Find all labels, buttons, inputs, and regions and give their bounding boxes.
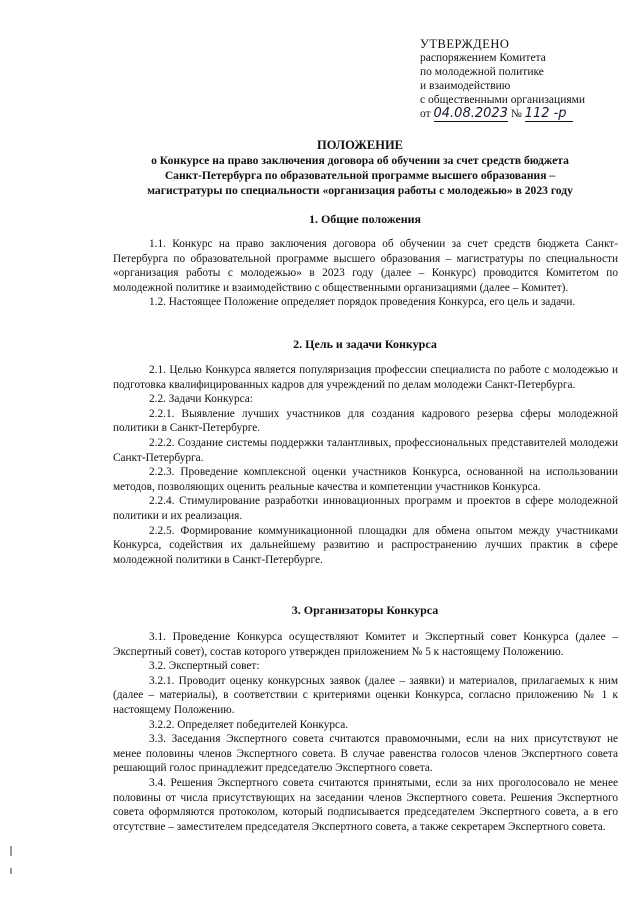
from-label: от [420,108,431,120]
number-label: № [510,108,522,120]
paragraph: 2.2.5. Формирование коммуникационной площадки для обмена опытом между участниками Конкурса, содействия их дальнейшему развитию и распространению лучших практик в сфере молодежной политики в Санкт-Петербурге. [113,524,618,566]
paragraph: 2.2.1. Выявление лучших участников для создания кадрового резерва сферы молодежной политики в Санкт-Петербурге. [113,407,618,435]
section-body [113,237,618,310]
paragraph: 2.1. Целью Конкурса является популяризация профессии специалиста по работе с молодежью и подготовка квалифицированных кадров для учреждений по делам молодежи Санкт-Петербурга. [113,364,618,391]
paragraph: 3.2.1. Проводит оценку конкурсных заявок (далее – заявки) и материалов, прилагаемых к ним (далее – материалы), в соответствии с критериями оценки Конкурса, согласно приложению № 1 к настоящему Положению. [113,674,618,716]
scan-margin-mark [10,846,12,856]
section-body [113,363,618,567]
paragraph: 2.2. Задачи Конкурса: [149,393,253,406]
approval-heading: УТВЕРЖДЕНО [420,37,510,51]
paragraph: 3.2.2. Определяет победителей Конкурса. [149,718,349,731]
approval-date-line [420,107,635,122]
section-heading: 1. Общие положения [308,212,422,226]
scan-margin-mark [10,868,12,874]
paragraph: 3.3. Заседания Экспертного совета считаются правомочными, если на них присутствуют не менее половины членов Экспертного совета. В случае равенства голосов членов Экспертного совета решающий голос принадлежит председателю Экспертного совета. [113,733,618,775]
paragraph: 2.2.3. Проведение комплексной оценки участников Конкурса, основанной на использовании методов, позволяющих оценить реальные качества и компетенции участников Конкурса. [113,466,618,493]
paragraph: 1.2. Настоящее Положение определяет порядок проведения Конкурса, его цель и задачи. [149,296,576,309]
paragraph: 3.2. Экспертный совет: [149,660,260,673]
section-heading: 3. Организаторы Конкурса [291,603,439,617]
approval-line: распоряжением Комитета [420,52,546,64]
title-heading: ПОЛОЖЕНИЕ [316,138,404,152]
paragraph: 3.4. Решения Экспертного совета считаются принятыми, если за них проголосовало не менее половины от числа присутствующих на заседании членов Экспертного совета. Решения Экспертного совета оформляются протоколом, который подписывается председателем Экспертного совета, а в его отсутствие – заместителем председателя Экспертного совета, а также секретарем Экспертного совета. [113,776,618,833]
section-heading: 2. Цель и задачи Конкурса [293,337,437,351]
paragraph: 1.1. Конкурс на право заключения договора об обучении за счет средств бюджета Санкт-Петербурга по образовательной программе высшего образования – магистратуры по специальности «организация работы с молодежью» в 2023 году (далее – Конкурс) проводится Комитетом по молодежной политике и взаимодействию с общественными организациями (далее – Комитет). [113,238,618,294]
title-subtitle-line: магистратуры по специальности «организация работы с молодежью» в 2023 году [147,184,573,197]
paragraph: 2.2.2. Создание системы поддержки талантливых, профессиональных представителей молодежи Санкт-Петербурга. [113,436,618,464]
section-body [113,630,618,834]
approval-block [420,37,635,122]
title-subtitle-line: Санкт-Петербурга по образовательной программе высшего образования – [164,169,556,182]
approval-line: с общественными организациями [420,94,586,106]
handwritten-date: 04.08.2023 [433,106,508,121]
approval-line: по молодежной политике [420,66,544,78]
approval-line: и взаимодействию [420,80,511,92]
paragraph: 3.1. Проведение Конкурса осуществляют Комитет и Экспертный совет Конкурса (далее – Экспертный совет), состав которого утвержден приложением № 5 к настоящему Положению. [113,631,618,658]
handwritten-number: 112 -р [525,107,573,122]
title-subtitle-line: о Конкурсе на право заключения договора об обучении за счет средств бюджета [151,154,569,167]
paragraph: 2.2.4. Стимулирование разработки инновационных программ и проектов в сфере молодежной политики и их реализация. [113,495,618,522]
document-title [100,138,620,198]
